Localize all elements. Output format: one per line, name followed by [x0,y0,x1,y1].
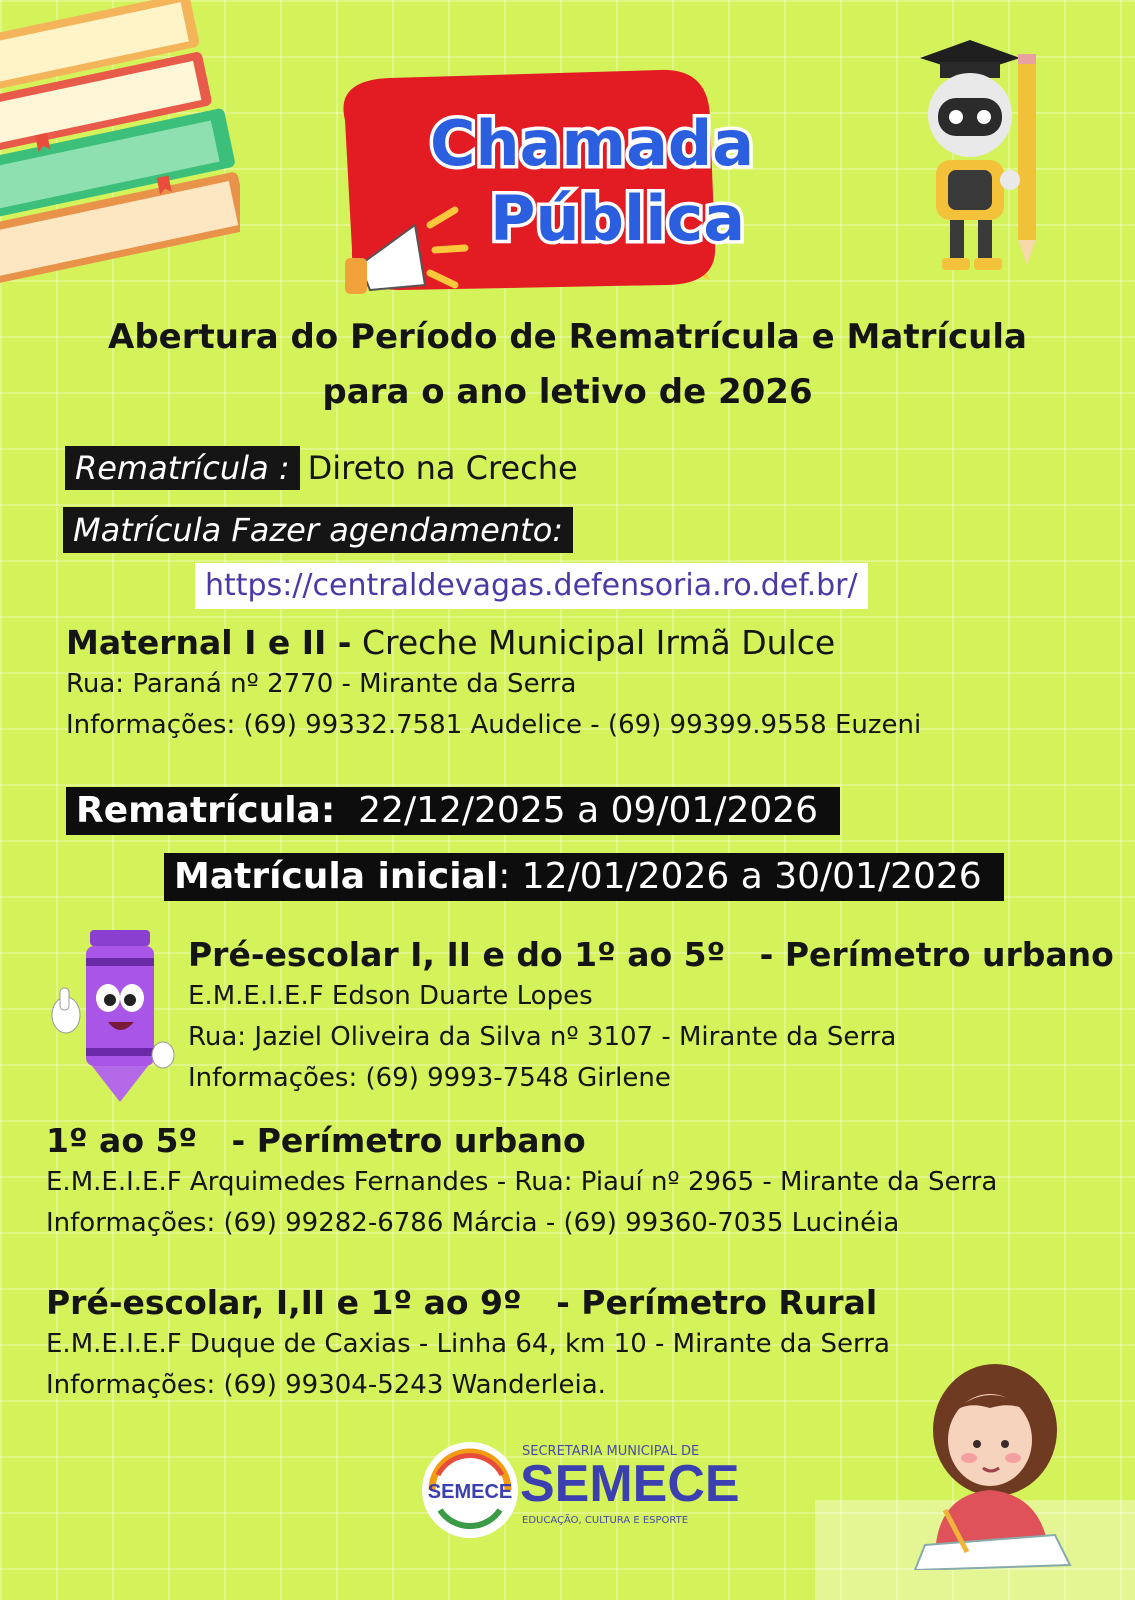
urbano-school: E.M.E.I.E.F Arquimedes Fernandes - Rua: Piauí nº 2965 - Mirante da Serra [46,1167,998,1197]
rematricula-dates [66,787,840,835]
logo-sub-text: EDUCAÇÃO, CULTURA E ESPORTE [522,1515,689,1526]
urbano-info: Informações: (69) 99282-6786 Márcia - (69) 99360-7035 Lucinéia [46,1208,900,1238]
matricula-inicial-value: : 12/01/2026 a 30/01/2026 [498,856,982,897]
rural-title: Pré-escolar, I,II e 1º ao 9º - Perímetro Rural [46,1283,878,1322]
rural-info: Informações: (69) 99304-5243 Wanderleia. [46,1370,606,1400]
heading-line2: para o ano letivo de 2026 [322,372,813,412]
chamada-publica-banner [330,50,850,310]
semece-logo-emblem [420,1440,520,1540]
rematricula-dates-value: 22/12/2025 a 09/01/2026 [335,790,819,831]
rural-section [46,1282,890,1406]
urbano-title: 1º ao 5º - Perímetro urbano [46,1121,586,1160]
agendamento-link[interactable]: https://centraldevagas.defensoria.ro.def.br/ [195,563,868,609]
crayon-mascot-illustration [48,930,178,1105]
urbano-section [46,1120,997,1244]
rematricula-info-row [65,446,578,490]
matricula-agendamento-label: Matrícula Fazer agendamento: [63,507,573,553]
logo-badge-text: SEMECE [427,1481,513,1503]
logo-top-text: SECRETARIA MUNICIPAL DE [522,1444,700,1459]
pre-escolar-address: Rua: Jaziel Oliveira da Silva nº 3107 - Mirante da Serra [188,1022,897,1052]
rematricula-dates-label: Rematrícula: [76,790,336,831]
matricula-agendamento-row [63,507,573,553]
maternal-info: Informações: (69) 99332.7581 Audelice - (69) 99399.9558 Euzeni [66,710,922,740]
books-illustration [0,0,240,300]
banner-title-line2: Pública [490,182,746,255]
maternal-address: Rua: Paraná nº 2770 - Mirante da Serra [66,669,577,699]
robot-graduate-illustration [900,40,1060,280]
rematricula-info-label: Rematrícula : [65,446,300,490]
maternal-section [66,622,921,746]
pre-escolar-section [188,934,1114,1099]
matricula-inicial-dates [164,853,1004,901]
pre-escolar-title: Pré-escolar I, II e do 1º ao 5º - Perímetro urbano [188,935,1114,974]
girl-writing-illustration [905,1360,1075,1570]
page-heading [60,310,1075,420]
heading-line1: Abertura do Período de Rematrícula e Matrícula [108,317,1027,357]
maternal-title-bold: Maternal I e II - [66,623,352,662]
semece-logo [420,1440,740,1545]
maternal-title [66,622,921,664]
rural-school: E.M.E.I.E.F Duque de Caxias - Linha 64, km 10 - Mirante da Serra [46,1329,890,1359]
banner-title-line1: Chamada [430,107,755,180]
rematricula-info-value: Direto na Creche [307,449,578,487]
logo-name: SEMECE [520,1455,740,1513]
pre-escolar-info: Informações: (69) 9993-7548 Girlene [188,1063,671,1093]
matricula-inicial-label: Matrícula inicial [174,856,499,897]
pre-escolar-school: E.M.E.I.E.F Edson Duarte Lopes [188,981,593,1011]
maternal-title-school: Creche Municipal Irmã Dulce [351,623,836,662]
